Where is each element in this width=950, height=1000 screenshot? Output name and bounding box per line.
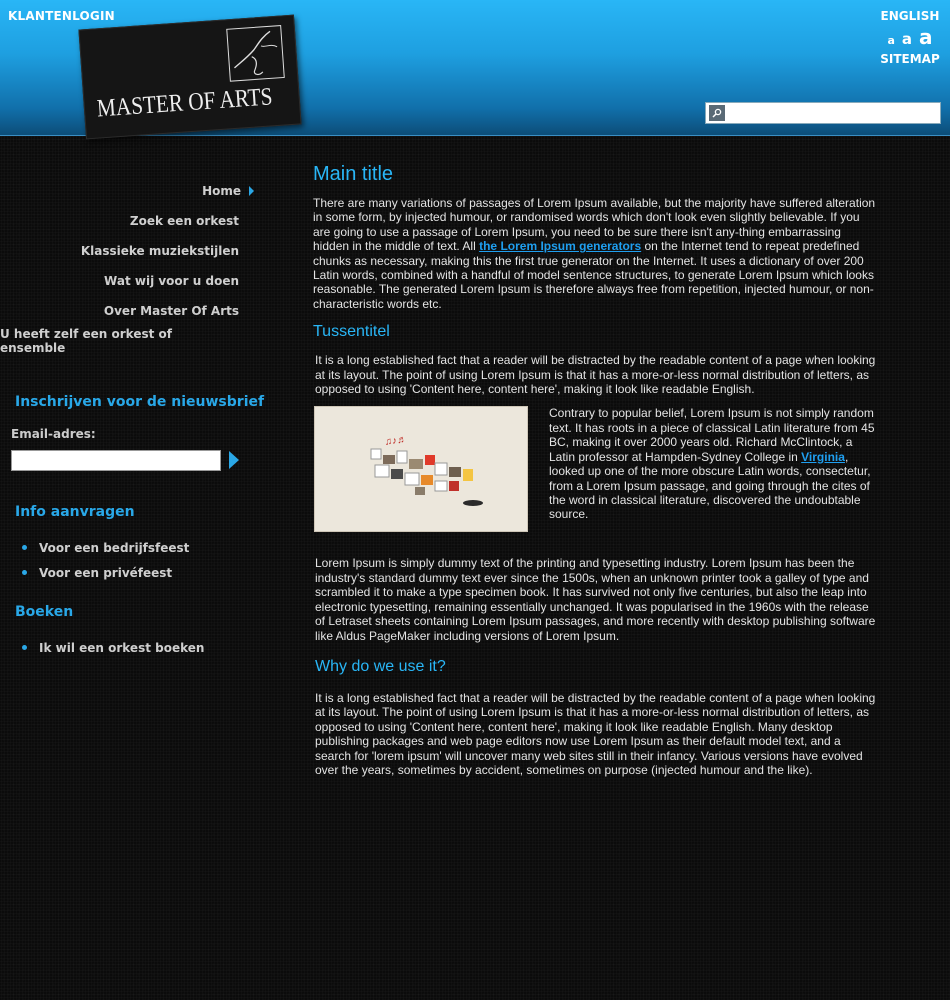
logo-text: MASTER OF ARTS <box>96 83 274 123</box>
intro-paragraph <box>313 196 879 311</box>
lorem-ipsum-generators-link[interactable]: the Lorem Ipsum generators <box>479 239 642 254</box>
logo-mark-icon <box>226 24 286 82</box>
header-utility <box>880 9 940 66</box>
bullet-icon <box>22 645 27 650</box>
collage-image <box>314 406 528 532</box>
collage-graphic <box>315 407 527 531</box>
sitemap-link[interactable]: SITEMAP <box>880 52 940 66</box>
virginia-link[interactable]: Virginia <box>801 449 845 464</box>
font-size-large-button[interactable]: a <box>919 25 933 49</box>
paragraph: It is a long established fact that a reader will be distracted by the readable content of a page when looking at its layout. The point of using Lorem Ipsum is that it has a more-or-less normal distribution of letters, as opposed to using 'Content here, content here', making it look like readable English. Many desktop publishing packages and web page editors now use Lorem Ipsum as their default model text, and a search for 'lorem ipsum' will uncover many web sites still in their infancy. Various versions have evolved over the years, sometimes by accident, sometimes on purpose (injected humour and the like). <box>315 690 876 777</box>
nav-item-over-master-of-arts[interactable]: Over Master Of Arts <box>103 304 239 318</box>
list-item-label: Voor een privéfeest <box>39 565 173 580</box>
info-list <box>22 535 189 585</box>
sidebar-nav <box>0 176 258 356</box>
nav-item-klassieke-muziekstijlen[interactable]: Klassieke muziekstijlen <box>80 244 239 258</box>
paragraph: It is a long established fact that a reader will be distracted by the readable content of a page when looking at its layout. The point of using Lorem Ipsum is that it has a more-or-less normal distribution of letters, as opposed to using 'Content here, content here', making it look like readable English. <box>315 353 876 397</box>
page-title: Main title <box>313 163 394 185</box>
paragraph-text: There are many variations of passages of Lorem Ipsum available, but the majority have suffered alteration in some form, by injected humour, or randomised words which don't look even slightly believable. If you are going to use a passage of Lorem Ipsum, you need to be sure there isn't any-thing embarrassing hidden in the middle of text. All <box>313 196 876 254</box>
list-item-label: Voor een bedrijfsfeest <box>39 540 190 555</box>
nav-item-home[interactable] <box>0 176 258 206</box>
paragraph-text: Contrary to popular belief, Lorem Ipsum is not simply random text. It has roots in a piece of classical Latin literature from 45 BC, making it over 2000 years old. Richard McClintock, a Latin professor at Hampden-Sydney College in <box>549 406 875 464</box>
bullet-icon <box>22 570 27 575</box>
boeken-list <box>22 635 204 660</box>
font-size-medium-button[interactable]: a <box>901 30 913 48</box>
side-paragraph <box>549 406 879 532</box>
logo[interactable] <box>78 15 301 140</box>
font-size-switcher <box>880 25 940 49</box>
newsletter-heading: Inschrijven voor de nieuwsbrief <box>15 394 265 410</box>
list-item-label: Ik wil een orkest boeken <box>39 640 205 655</box>
svg-text:♫♪♬: ♫♪♬ <box>383 434 408 449</box>
klantenlogin-link[interactable]: KLANTENLOGIN <box>8 9 115 23</box>
newsletter-submit-button[interactable] <box>229 451 239 469</box>
email-label: Email-adres: <box>11 427 96 441</box>
section-subtitle: Tussentitel <box>313 323 390 341</box>
font-size-small-button[interactable]: a <box>887 34 895 47</box>
list-item[interactable] <box>22 635 204 660</box>
english-link[interactable]: ENGLISH <box>880 9 940 23</box>
main-content <box>313 163 879 777</box>
image-text-block <box>313 406 879 532</box>
nav-item-zoek-een-orkest[interactable]: Zoek een orkest <box>129 214 239 228</box>
arrow-right-icon <box>249 186 254 196</box>
nav-item-wat-wij-voor-u-doen[interactable]: Wat wij voor u doen <box>104 274 239 288</box>
search-box <box>705 102 941 124</box>
paragraph-text: on the Internet tend to repeat predefined chunks as necessary, making this the first true generator on the Internet. It uses a dictionary of over 200 Latin words, combined with a handful of model sentence structures, to generate Lorem Ipsum which looks reasonable. The generated Lorem Ipsum is therefore always free from repetition, injected humour, or non-characteristic words etc. <box>313 239 874 311</box>
header <box>0 0 950 136</box>
list-item[interactable] <box>22 535 189 560</box>
nav-item-label: Home <box>202 184 241 198</box>
info-heading: Info aanvragen <box>15 504 135 520</box>
list-item[interactable] <box>22 560 189 585</box>
search-icon[interactable] <box>709 105 725 121</box>
paragraph: Lorem Ipsum is simply dummy text of the printing and typesetting industry. Lorem Ipsum has been the industry's standard dummy text ever since the 1500s, when an unknown printer took a galley of type and scrambled it to make a type specimen book. It has survived not only five centuries, but also the leap into electronic typesetting, remaining essentially unchanged. It was popularised in the 1960s with the release of Letraset sheets containing Lorem Ipsum passages, and more recently with desktop publishing software like Aldus PageMaker including versions of Lorem Ipsum. <box>315 556 876 643</box>
boeken-heading: Boeken <box>15 604 74 620</box>
paragraph-text: , looked up one of the more obscure Latin words, consectetur, from a Lorem Ipsum passage, and going through the cites of the word in classical literature, discovered the undoubtable source. <box>549 449 871 522</box>
nav-item-eigen-orkest[interactable]: U heeft zelf een orkest of ensemble <box>0 327 172 355</box>
section-subtitle: Why do we use it? <box>315 657 446 675</box>
email-field[interactable] <box>11 450 221 471</box>
search-input[interactable] <box>729 104 940 122</box>
bullet-icon <box>22 545 27 550</box>
